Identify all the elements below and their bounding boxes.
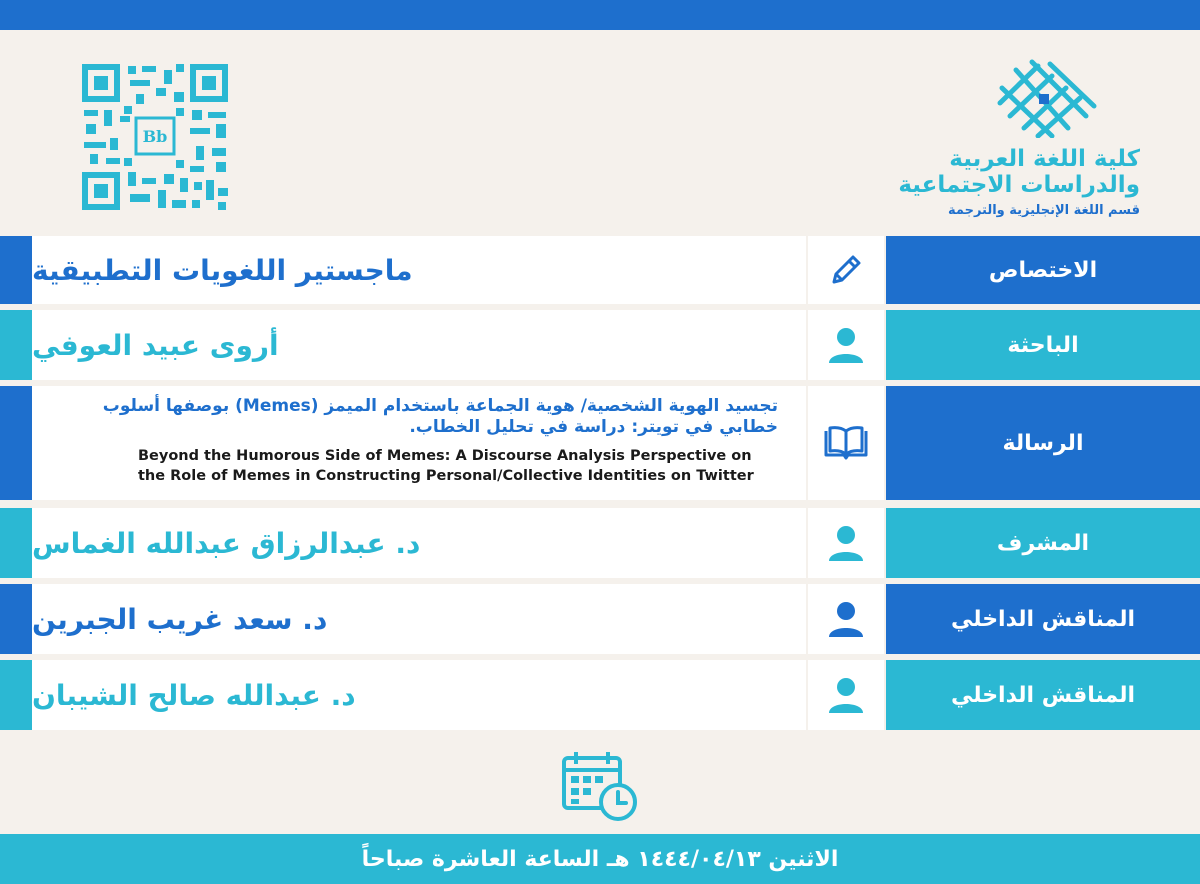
row-thesis (0, 386, 1200, 500)
supervisor-value-box (32, 508, 806, 578)
researcher-value-box (32, 310, 806, 380)
date-time-bar (0, 834, 1200, 884)
examiner2-value-box (32, 660, 806, 730)
row-accent-strip (0, 386, 32, 500)
row-accent-strip (0, 236, 32, 304)
examiner1-value-box (32, 584, 806, 654)
row-supervisor (0, 508, 1200, 578)
specialization-value-box (32, 236, 806, 304)
row-accent-strip (0, 508, 32, 578)
person-icon (808, 584, 884, 654)
person-icon (808, 310, 884, 380)
person-icon (808, 508, 884, 578)
thesis-title-arabic: تجسيد الهوية الشخصية/ هوية الجماعة باستخدام الميمز (Memes) بوصفها أسلوب خطابي في تويتر: دراسة في تحليل الخطاب. (102, 396, 778, 437)
book-icon (808, 386, 884, 500)
row-examiner-2 (0, 660, 1200, 730)
calendar-clock-icon (560, 748, 640, 824)
college-name-line2: والدراسات الاجتماعية (898, 172, 1140, 198)
row-accent-strip (0, 660, 32, 730)
thesis-value-box (32, 386, 806, 500)
researcher-label: الباحثة (886, 310, 1200, 380)
examiner2-value: د. عبدالله صالح الشيبان (32, 678, 356, 712)
examiner1-value: د. سعد غريب الجبرين (32, 602, 328, 636)
supervisor-label: المشرف (886, 508, 1200, 578)
qr-code[interactable] (80, 62, 230, 212)
department-name: قسم اللغة الإنجليزية والترجمة (947, 203, 1140, 218)
college-logo-block (898, 58, 1170, 228)
examiner2-label: المناقش الداخلي (886, 660, 1200, 730)
person-icon (808, 660, 884, 730)
college-logo (990, 58, 1100, 138)
thesis-title-english: Beyond the Humorous Side of Memes: A Discourse Analysis Perspective on the Role of Memes in Constructing Personal/Collective Identities on Twitter (138, 448, 754, 484)
row-accent-strip (0, 310, 32, 380)
specialization-value: ماجستير اللغويات التطبيقية (32, 253, 413, 287)
row-examiner-1 (0, 584, 1200, 654)
examiner1-label: المناقش الداخلي (886, 584, 1200, 654)
thesis-label: الرسالة (886, 386, 1200, 500)
row-specialization (0, 236, 1200, 304)
row-accent-strip (0, 584, 32, 654)
row-researcher (0, 310, 1200, 380)
college-name-line1: كلية اللغة العربية (949, 146, 1140, 172)
qr-badge: Bb (142, 127, 168, 146)
date-time-text: الاثنين ١٤٤٤/٠٤/١٣ هـ الساعة العاشرة صباحاً (361, 846, 839, 872)
pencil-icon (808, 236, 884, 304)
researcher-value: أروى عبيد العوفي (32, 328, 279, 362)
specialization-label: الاختصاص (886, 236, 1200, 304)
top-bar (0, 0, 1200, 30)
supervisor-value: د. عبدالرزاق عبدالله الغماس (32, 526, 421, 560)
